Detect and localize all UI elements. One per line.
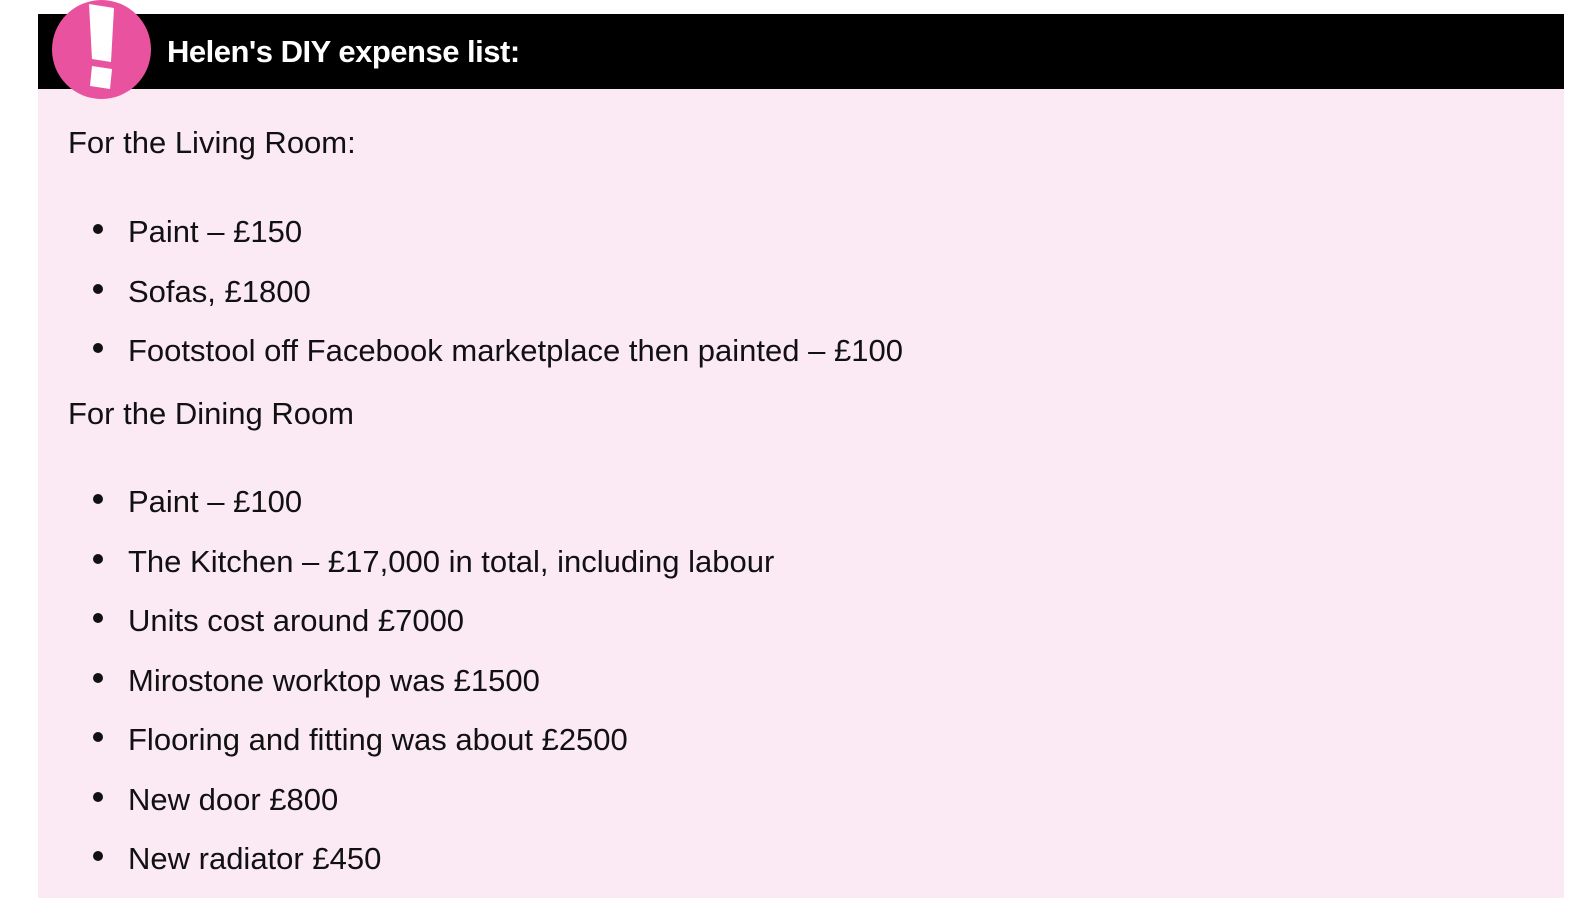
section-heading-living-room: For the Living Room: bbox=[68, 125, 356, 160]
bullet-icon bbox=[93, 494, 103, 504]
bullet-icon bbox=[93, 613, 103, 623]
bullet-icon bbox=[93, 224, 103, 234]
bullet-icon bbox=[93, 554, 103, 564]
bullet-icon bbox=[93, 732, 103, 742]
bullet-icon bbox=[93, 673, 103, 683]
section-heading-dining-room: For the Dining Room bbox=[68, 396, 355, 431]
bullet-icon bbox=[93, 851, 103, 861]
exclamation-icon bbox=[52, 0, 151, 99]
bullet-icon bbox=[93, 792, 103, 802]
expense-list-box: Helen's DIY expense list: For the Living Room: Paint – £150 Sofas, £1800 Footstool off Facebook marketplace then painted – £100 For the Dining Room Paint – £100 The Kitchen – £17,000 in total, including labour Units cost around £7000 Mirostone worktop was £1500 Flooring and fitting was about £2500 New door £800 New radiator £450 bbox=[38, 14, 1564, 898]
bullet-icon bbox=[93, 284, 103, 294]
header-bar bbox=[38, 14, 1564, 89]
bullet-icon bbox=[93, 343, 103, 353]
header-title: Helen's DIY expense list: bbox=[167, 34, 520, 69]
